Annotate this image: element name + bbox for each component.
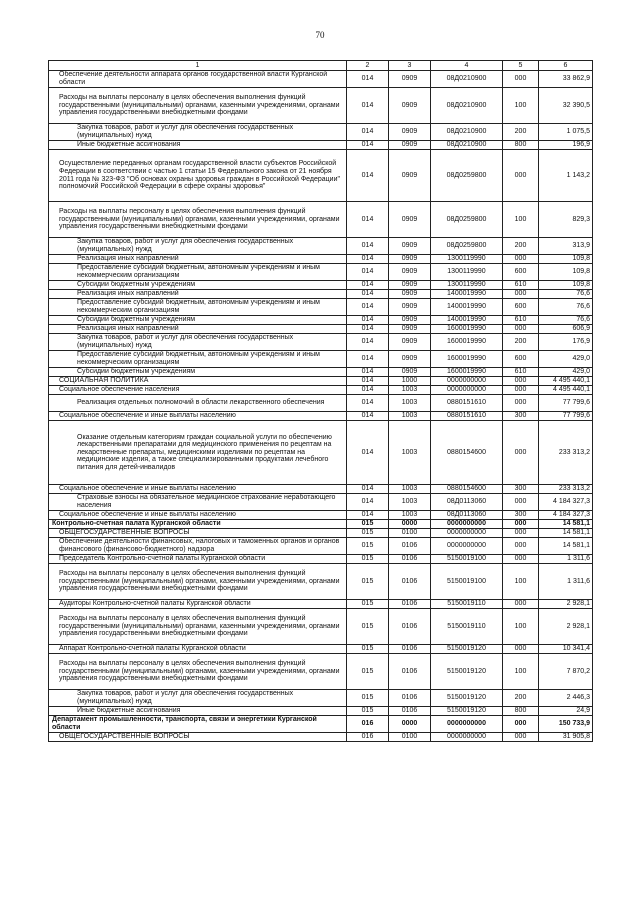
ministry-code-cell: 014 xyxy=(347,485,389,494)
target-article-cell: 08Д0210900 xyxy=(431,71,503,88)
expense-type-cell: 200 xyxy=(503,334,539,351)
target-article-cell: 0880154600 xyxy=(431,421,503,485)
ministry-code-cell: 014 xyxy=(347,377,389,386)
section-code-cell: 0909 xyxy=(389,325,431,334)
section-code-cell: 1003 xyxy=(389,386,431,395)
header-cell: 2 xyxy=(347,61,389,71)
section-code-cell: 1003 xyxy=(389,412,431,421)
section-code-cell: 0909 xyxy=(389,150,431,202)
amount-cell: 150 733,9 xyxy=(539,716,593,733)
item-name-cell: Иные бюджетные ассигнования xyxy=(49,707,347,716)
ministry-code-cell: 014 xyxy=(347,290,389,299)
section-code-cell: 0106 xyxy=(389,690,431,707)
section-code-cell: 0909 xyxy=(389,202,431,238)
item-name-cell: Предоставление субсидий бюджетным, автономным учреждениям и иным некоммерческим организациям xyxy=(49,351,347,368)
ministry-code-cell: 014 xyxy=(347,421,389,485)
ministry-code-cell: 015 xyxy=(347,520,389,529)
target-article-cell: 0000000000 xyxy=(431,377,503,386)
amount-cell: 14 581,1 xyxy=(539,529,593,538)
section-code-cell: 0106 xyxy=(389,645,431,654)
ministry-code-cell: 014 xyxy=(347,124,389,141)
section-code-cell: 0000 xyxy=(389,520,431,529)
target-article-cell: 1600019990 xyxy=(431,334,503,351)
section-code-cell: 0106 xyxy=(389,654,431,690)
target-article-cell: 1300119990 xyxy=(431,264,503,281)
ministry-code-cell: 015 xyxy=(347,529,389,538)
ministry-code-cell: 016 xyxy=(347,733,389,742)
amount-cell: 606,9 xyxy=(539,325,593,334)
expense-type-cell: 000 xyxy=(503,71,539,88)
item-name-cell: Закупка товаров, работ и услуг для обеспечения государственных (муниципальных) нужд xyxy=(49,124,347,141)
table-row xyxy=(49,564,593,600)
item-name-cell: Обеспечение деятельности аппарата органов государственной власти Курганской области xyxy=(49,71,347,88)
item-name-cell: Реализация иных направлений xyxy=(49,325,347,334)
section-code-cell: 0909 xyxy=(389,316,431,325)
expense-type-cell: 300 xyxy=(503,412,539,421)
ministry-code-cell: 014 xyxy=(347,71,389,88)
target-article-cell: 1400019990 xyxy=(431,299,503,316)
expense-type-cell: 200 xyxy=(503,238,539,255)
section-code-cell: 0106 xyxy=(389,600,431,609)
section-code-cell: 0909 xyxy=(389,299,431,316)
expense-type-cell: 800 xyxy=(503,141,539,150)
section-code-cell: 0909 xyxy=(389,238,431,255)
table-row xyxy=(49,377,593,386)
target-article-cell: 0000000000 xyxy=(431,538,503,555)
ministry-code-cell: 014 xyxy=(347,325,389,334)
section-code-cell: 0909 xyxy=(389,281,431,290)
target-article-cell: 1600019990 xyxy=(431,351,503,368)
expense-type-cell: 610 xyxy=(503,316,539,325)
expense-type-cell: 000 xyxy=(503,421,539,485)
expense-type-cell: 610 xyxy=(503,281,539,290)
table-row xyxy=(49,707,593,716)
expense-type-cell: 610 xyxy=(503,368,539,377)
expense-type-cell: 100 xyxy=(503,609,539,645)
section-code-cell: 0909 xyxy=(389,290,431,299)
item-name-cell: Реализация иных направлений xyxy=(49,255,347,264)
item-name-cell: Аппарат Контрольно-счетной палаты Курганской области xyxy=(49,645,347,654)
target-article-cell: 1600019990 xyxy=(431,368,503,377)
item-name-cell: Реализация отдельных полномочий в области лекарственного обеспечения xyxy=(49,395,347,412)
table-row xyxy=(49,202,593,238)
section-code-cell: 0909 xyxy=(389,124,431,141)
ministry-code-cell: 014 xyxy=(347,316,389,325)
amount-cell: 24,9 xyxy=(539,707,593,716)
expense-type-cell: 000 xyxy=(503,529,539,538)
ministry-code-cell: 014 xyxy=(347,368,389,377)
expense-type-cell: 000 xyxy=(503,600,539,609)
section-code-cell: 0909 xyxy=(389,255,431,264)
header-cell: 6 xyxy=(539,61,593,71)
item-name-cell: Иные бюджетные ассигнования xyxy=(49,141,347,150)
expense-type-cell: 000 xyxy=(503,520,539,529)
item-name-cell: ОБЩЕГОСУДАРСТВЕННЫЕ ВОПРОСЫ xyxy=(49,733,347,742)
ministry-code-cell: 014 xyxy=(347,150,389,202)
amount-cell: 1 143,2 xyxy=(539,150,593,202)
section-code-cell: 1003 xyxy=(389,395,431,412)
amount-cell: 76,6 xyxy=(539,316,593,325)
header-cell: 5 xyxy=(503,61,539,71)
expense-type-cell: 200 xyxy=(503,124,539,141)
item-name-cell: Социальное обеспечение и иные выплаты населению xyxy=(49,412,347,421)
item-name-cell: Расходы на выплаты персоналу в целях обеспечения выполнения функций государственными (муниципальными) органами, казенными учреждениями, органами управления государственными внебюджетными фондами xyxy=(49,654,347,690)
amount-cell: 313,9 xyxy=(539,238,593,255)
target-article-cell: 1300119990 xyxy=(431,281,503,290)
target-article-cell: 0880151610 xyxy=(431,395,503,412)
ministry-code-cell: 014 xyxy=(347,299,389,316)
amount-cell: 4 495 440,1 xyxy=(539,377,593,386)
item-name-cell: Осуществление переданных органам государственной власти субъектов Российской Федерации в соответствии с частью 1 статьи 15 Федерального закона от 21 ноября 2011 года № 323-ФЗ "Об основах охраны здоровья граждан в Российской Федерации" полномочий Российской Федерации в сфере охраны здоровья" xyxy=(49,150,347,202)
target-article-cell: 1400019990 xyxy=(431,316,503,325)
item-name-cell: Департамент промышленности, транспорта, связи и энергетики Курганской области xyxy=(49,716,347,733)
amount-cell: 14 581,1 xyxy=(539,538,593,555)
target-article-cell: 1300119990 xyxy=(431,255,503,264)
expense-type-cell: 600 xyxy=(503,299,539,316)
table-row xyxy=(49,334,593,351)
item-name-cell: Социальное обеспечение населения xyxy=(49,386,347,395)
target-article-cell: 5150019120 xyxy=(431,645,503,654)
table-row xyxy=(49,690,593,707)
expense-type-cell: 000 xyxy=(503,255,539,264)
table-row xyxy=(49,600,593,609)
expense-type-cell: 100 xyxy=(503,88,539,124)
expense-type-cell: 000 xyxy=(503,733,539,742)
ministry-code-cell: 015 xyxy=(347,609,389,645)
table-row xyxy=(49,316,593,325)
amount-cell: 10 341,4 xyxy=(539,645,593,654)
expense-type-cell: 600 xyxy=(503,264,539,281)
item-name-cell: Закупка товаров, работ и услуг для обеспечения государственных (муниципальных) нужд xyxy=(49,690,347,707)
section-code-cell: 1003 xyxy=(389,511,431,520)
amount-cell: 31 905,8 xyxy=(539,733,593,742)
ministry-code-cell: 015 xyxy=(347,564,389,600)
expense-type-cell: 000 xyxy=(503,377,539,386)
amount-cell: 233 313,2 xyxy=(539,485,593,494)
ministry-code-cell: 015 xyxy=(347,645,389,654)
ministry-code-cell: 014 xyxy=(347,412,389,421)
table-row xyxy=(49,520,593,529)
target-article-cell: 0000000000 xyxy=(431,733,503,742)
amount-cell: 176,9 xyxy=(539,334,593,351)
table-row xyxy=(49,716,593,733)
expense-type-cell: 200 xyxy=(503,690,539,707)
target-article-cell: 08Д0210900 xyxy=(431,124,503,141)
expense-type-cell: 100 xyxy=(503,564,539,600)
item-name-cell: Предоставление субсидий бюджетным, автономным учреждениям и иным некоммерческим организациям xyxy=(49,299,347,316)
amount-cell: 32 390,5 xyxy=(539,88,593,124)
item-name-cell: Расходы на выплаты персоналу в целях обеспечения выполнения функций государственными (муниципальными) органами, казенными учреждениями, органами управления государственными внебюджетными фондами xyxy=(49,564,347,600)
amount-cell: 2 446,3 xyxy=(539,690,593,707)
table-row xyxy=(49,264,593,281)
table-row xyxy=(49,150,593,202)
section-code-cell: 0000 xyxy=(389,716,431,733)
target-article-cell: 5150019120 xyxy=(431,690,503,707)
item-name-cell: Обеспечение деятельности финансовых, налоговых и таможенных органов и органов финансового (финансово-бюджетного) надзора xyxy=(49,538,347,555)
table-row xyxy=(49,494,593,511)
table-row xyxy=(49,368,593,377)
header-cell: 3 xyxy=(389,61,431,71)
target-article-cell: 0000000000 xyxy=(431,386,503,395)
target-article-cell: 08Д0113060 xyxy=(431,494,503,511)
target-article-cell: 08Д0259800 xyxy=(431,238,503,255)
amount-cell: 233 313,2 xyxy=(539,421,593,485)
table-row xyxy=(49,325,593,334)
table-row xyxy=(49,386,593,395)
target-article-cell: 5150019120 xyxy=(431,707,503,716)
amount-cell: 109,8 xyxy=(539,255,593,264)
ministry-code-cell: 014 xyxy=(347,202,389,238)
section-code-cell: 1000 xyxy=(389,377,431,386)
item-name-cell: Социальное обеспечение и иные выплаты населению xyxy=(49,511,347,520)
section-code-cell: 1003 xyxy=(389,494,431,511)
table-row xyxy=(49,255,593,264)
amount-cell: 1 075,5 xyxy=(539,124,593,141)
section-code-cell: 0909 xyxy=(389,141,431,150)
table-row xyxy=(49,281,593,290)
expense-type-cell: 800 xyxy=(503,707,539,716)
amount-cell: 1 311,6 xyxy=(539,564,593,600)
section-code-cell: 1003 xyxy=(389,421,431,485)
item-name-cell: Председатель Контрольно-счетной палаты Курганской области xyxy=(49,555,347,564)
section-code-cell: 0909 xyxy=(389,264,431,281)
table-row xyxy=(49,124,593,141)
item-name-cell: Расходы на выплаты персоналу в целях обеспечения выполнения функций государственными (муниципальными) органами, казенными учреждениями, органами управления государственными внебюджетными фондами xyxy=(49,609,347,645)
table-row xyxy=(49,645,593,654)
table-row xyxy=(49,141,593,150)
amount-cell: 429,0 xyxy=(539,368,593,377)
budget-table xyxy=(48,60,593,742)
item-name-cell: Предоставление субсидий бюджетным, автономным учреждениям и иным некоммерческим организациям xyxy=(49,264,347,281)
item-name-cell: Аудиторы Контрольно-счетной палаты Курганской области xyxy=(49,600,347,609)
expense-type-cell: 000 xyxy=(503,395,539,412)
ministry-code-cell: 014 xyxy=(347,395,389,412)
target-article-cell: 5150019110 xyxy=(431,609,503,645)
item-name-cell: ОБЩЕГОСУДАРСТВЕННЫЕ ВОПРОСЫ xyxy=(49,529,347,538)
ministry-code-cell: 014 xyxy=(347,494,389,511)
table-row xyxy=(49,290,593,299)
section-code-cell: 0106 xyxy=(389,707,431,716)
header-cell: 4 xyxy=(431,61,503,71)
item-name-cell: СОЦИАЛЬНАЯ ПОЛИТИКА xyxy=(49,377,347,386)
amount-cell: 7 870,2 xyxy=(539,654,593,690)
table-row xyxy=(49,511,593,520)
section-code-cell: 0909 xyxy=(389,368,431,377)
amount-cell: 76,6 xyxy=(539,290,593,299)
amount-cell: 77 799,6 xyxy=(539,412,593,421)
amount-cell: 429,0 xyxy=(539,351,593,368)
expense-type-cell: 000 xyxy=(503,386,539,395)
amount-cell: 196,9 xyxy=(539,141,593,150)
target-article-cell: 08Д0210900 xyxy=(431,88,503,124)
table-row xyxy=(49,609,593,645)
ministry-code-cell: 015 xyxy=(347,538,389,555)
item-name-cell: Реализация иных направлений xyxy=(49,290,347,299)
section-code-cell: 0106 xyxy=(389,538,431,555)
table-row xyxy=(49,733,593,742)
target-article-cell: 5150019110 xyxy=(431,600,503,609)
ministry-code-cell: 014 xyxy=(347,141,389,150)
expense-type-cell: 000 xyxy=(503,716,539,733)
table-row xyxy=(49,351,593,368)
target-article-cell: 0000000000 xyxy=(431,716,503,733)
table-row xyxy=(49,71,593,88)
table-row xyxy=(49,238,593,255)
expense-type-cell: 300 xyxy=(503,511,539,520)
target-article-cell: 08Д0113060 xyxy=(431,511,503,520)
table-row xyxy=(49,395,593,412)
amount-cell: 33 862,9 xyxy=(539,71,593,88)
item-name-cell: Расходы на выплаты персоналу в целях обеспечения выполнения функций государственными (муниципальными) органами, казенными учреждениями, органами управления государственными внебюджетными фондами xyxy=(49,88,347,124)
target-article-cell: 1600019990 xyxy=(431,325,503,334)
expense-type-cell: 000 xyxy=(503,555,539,564)
ministry-code-cell: 014 xyxy=(347,281,389,290)
ministry-code-cell: 014 xyxy=(347,88,389,124)
section-code-cell: 0106 xyxy=(389,609,431,645)
ministry-code-cell: 015 xyxy=(347,707,389,716)
section-code-cell: 1003 xyxy=(389,485,431,494)
expense-type-cell: 100 xyxy=(503,654,539,690)
expense-type-cell: 000 xyxy=(503,290,539,299)
amount-cell: 1 311,6 xyxy=(539,555,593,564)
item-name-cell: Страховые взносы на обязательное медицинское страхование неработающего населения xyxy=(49,494,347,511)
ministry-code-cell: 014 xyxy=(347,334,389,351)
target-article-cell: 5150019100 xyxy=(431,555,503,564)
target-article-cell: 08Д0259800 xyxy=(431,150,503,202)
item-name-cell: Закупка товаров, работ и услуг для обеспечения государственных (муниципальных) нужд xyxy=(49,334,347,351)
ministry-code-cell: 015 xyxy=(347,600,389,609)
table-row xyxy=(49,538,593,555)
item-name-cell: Контрольно-счетная палата Курганской области xyxy=(49,520,347,529)
item-name-cell: Субсидии бюджетным учреждениям xyxy=(49,368,347,377)
target-article-cell: 1400019990 xyxy=(431,290,503,299)
table-row xyxy=(49,88,593,124)
table-row xyxy=(49,654,593,690)
page-number: 70 xyxy=(315,30,325,40)
section-code-cell: 0909 xyxy=(389,71,431,88)
amount-cell: 14 581,1 xyxy=(539,520,593,529)
table-row xyxy=(49,299,593,316)
ministry-code-cell: 014 xyxy=(347,511,389,520)
target-article-cell: 08Д0259800 xyxy=(431,202,503,238)
target-article-cell: 5150019120 xyxy=(431,654,503,690)
ministry-code-cell: 016 xyxy=(347,716,389,733)
table-row xyxy=(49,529,593,538)
item-name-cell: Оказание отдельным категориям граждан социальной услуги по обеспечению лекарственными препаратами для медицинского применения по рецептам на лекарственные препараты, медицинскими изделиями по рецептам на медицинские изделия, а также специализированными продуктами лечебного питания для детей-инвалидов xyxy=(49,421,347,485)
item-name-cell: Субсидии бюджетным учреждениям xyxy=(49,316,347,325)
item-name-cell: Закупка товаров, работ и услуг для обеспечения государственных (муниципальных) нужд xyxy=(49,238,347,255)
target-article-cell: 0000000000 xyxy=(431,520,503,529)
amount-cell: 2 928,1 xyxy=(539,600,593,609)
amount-cell: 109,8 xyxy=(539,281,593,290)
ministry-code-cell: 014 xyxy=(347,255,389,264)
amount-cell: 77 799,6 xyxy=(539,395,593,412)
section-code-cell: 0106 xyxy=(389,564,431,600)
header-cell: 1 xyxy=(49,61,347,71)
expense-type-cell: 600 xyxy=(503,351,539,368)
expense-type-cell: 300 xyxy=(503,485,539,494)
ministry-code-cell: 014 xyxy=(347,264,389,281)
section-code-cell: 0909 xyxy=(389,334,431,351)
ministry-code-cell: 015 xyxy=(347,555,389,564)
ministry-code-cell: 014 xyxy=(347,238,389,255)
target-article-cell: 0880151610 xyxy=(431,412,503,421)
table-row xyxy=(49,555,593,564)
amount-cell: 109,8 xyxy=(539,264,593,281)
ministry-code-cell: 014 xyxy=(347,386,389,395)
section-code-cell: 0909 xyxy=(389,88,431,124)
amount-cell: 76,6 xyxy=(539,299,593,316)
expense-type-cell: 000 xyxy=(503,150,539,202)
expense-type-cell: 000 xyxy=(503,538,539,555)
section-code-cell: 0909 xyxy=(389,351,431,368)
ministry-code-cell: 015 xyxy=(347,654,389,690)
expense-type-cell: 000 xyxy=(503,494,539,511)
expense-type-cell: 000 xyxy=(503,325,539,334)
section-code-cell: 0106 xyxy=(389,555,431,564)
item-name-cell: Расходы на выплаты персоналу в целях обеспечения выполнения функций государственными (муниципальными) органами, казенными учреждениями, органами управления государственными внебюджетными фондами xyxy=(49,202,347,238)
target-article-cell: 08Д0210900 xyxy=(431,141,503,150)
table-row xyxy=(49,485,593,494)
item-name-cell: Субсидии бюджетным учреждениям xyxy=(49,281,347,290)
target-article-cell: 5150019100 xyxy=(431,564,503,600)
table-row xyxy=(49,421,593,485)
item-name-cell: Социальное обеспечение и иные выплаты населению xyxy=(49,485,347,494)
amount-cell: 2 928,1 xyxy=(539,609,593,645)
table-header-row xyxy=(49,61,593,71)
amount-cell: 4 184 327,3 xyxy=(539,494,593,511)
target-article-cell: 0000000000 xyxy=(431,529,503,538)
expense-type-cell: 100 xyxy=(503,202,539,238)
amount-cell: 4 184 327,3 xyxy=(539,511,593,520)
amount-cell: 829,3 xyxy=(539,202,593,238)
section-code-cell: 0100 xyxy=(389,733,431,742)
table-row xyxy=(49,412,593,421)
ministry-code-cell: 015 xyxy=(347,690,389,707)
ministry-code-cell: 014 xyxy=(347,351,389,368)
expense-type-cell: 000 xyxy=(503,645,539,654)
amount-cell: 4 495 440,1 xyxy=(539,386,593,395)
target-article-cell: 0880154600 xyxy=(431,485,503,494)
section-code-cell: 0100 xyxy=(389,529,431,538)
